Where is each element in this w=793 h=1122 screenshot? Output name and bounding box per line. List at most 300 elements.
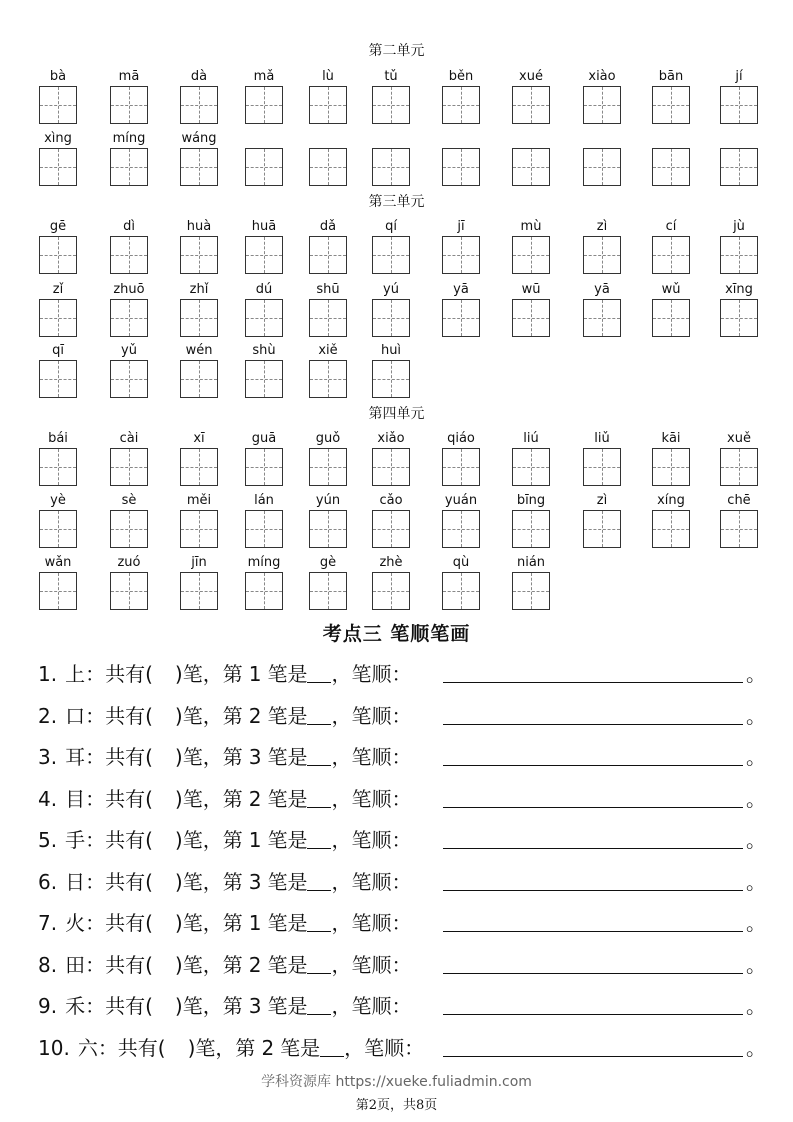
stroke-name-blank[interactable]	[307, 955, 331, 974]
writing-cell	[309, 68, 347, 124]
stroke-order-answer-line[interactable]	[443, 704, 743, 725]
tianzige-box[interactable]	[245, 236, 283, 274]
writing-cell	[309, 554, 347, 610]
writing-cell	[309, 130, 347, 186]
pinyin-label: shù	[252, 343, 276, 358]
question-number: 6.	[38, 869, 58, 894]
tianzige-box[interactable]	[39, 299, 77, 337]
tianzige-box[interactable]	[652, 236, 690, 274]
writing-cell	[442, 554, 480, 610]
tianzige-box[interactable]	[309, 148, 347, 186]
tianzige-box[interactable]	[652, 510, 690, 548]
question-mid: )笔，第	[187, 1035, 256, 1060]
question-prefix: ：共有(	[85, 786, 153, 811]
stroke-name-blank[interactable]	[307, 747, 331, 766]
stroke-order-answer-line[interactable]	[443, 828, 743, 849]
tianzige-box[interactable]	[512, 448, 550, 486]
question-character: 六	[77, 1035, 98, 1060]
unit-title: 第二单元	[368, 43, 425, 59]
tianzige-box[interactable]	[583, 86, 621, 124]
writing-cell	[583, 492, 621, 548]
question-end: 。	[746, 662, 766, 686]
tianzige-box[interactable]	[372, 299, 410, 337]
stroke-order-answer-line[interactable]	[443, 994, 743, 1015]
tianzige-box[interactable]	[583, 299, 621, 337]
pinyin-label: lán	[254, 493, 274, 508]
pinyin-label: qiáo	[447, 431, 475, 446]
pinyin-label: cǎo	[379, 493, 403, 508]
pinyin-label: huā	[251, 219, 277, 234]
question-tail: ，笔顺：	[331, 662, 412, 686]
stroke-order-answer-line[interactable]	[443, 787, 743, 808]
pinyin-label: mǎ	[253, 69, 275, 84]
pinyin-label	[652, 130, 690, 148]
writing-cell	[720, 218, 758, 274]
question-end: 。	[746, 1035, 766, 1060]
tianzige-box[interactable]	[110, 448, 148, 486]
stroke-question	[38, 868, 766, 896]
tianzige-box[interactable]	[309, 360, 347, 398]
section-title: 考点三 笔顺笔画	[322, 623, 471, 645]
writing-cell	[652, 492, 690, 548]
pinyin-label: zhè	[379, 555, 403, 570]
stroke-question	[38, 702, 766, 730]
pinyin-label: qù	[452, 555, 470, 570]
pinyin-label	[309, 130, 347, 148]
writing-cell	[720, 430, 758, 486]
tianzige-box[interactable]	[245, 510, 283, 548]
tianzige-box[interactable]	[512, 299, 550, 337]
stroke-name-blank[interactable]	[307, 789, 331, 808]
pinyin-label: xiǎo	[377, 431, 405, 446]
question-character: 禾	[65, 994, 86, 1018]
writing-cell	[39, 130, 77, 186]
question-prefix: ：共有(	[85, 703, 153, 728]
tianzige-box[interactable]	[180, 448, 218, 486]
tianzige-box[interactable]	[110, 510, 148, 548]
pinyin-label: bái	[48, 431, 68, 446]
tianzige-box[interactable]	[180, 148, 218, 186]
pinyin-label: wǔ	[661, 282, 681, 297]
pinyin-label: zì	[596, 493, 608, 508]
tianzige-box[interactable]	[583, 148, 621, 186]
pinyin-label	[720, 130, 758, 148]
stroke-question	[38, 660, 766, 688]
question-post: 笔是	[267, 828, 308, 852]
question-character: 田	[65, 952, 86, 977]
tianzige-box[interactable]	[245, 86, 283, 124]
stroke-order-answer-line[interactable]	[443, 911, 743, 932]
tianzige-box[interactable]	[512, 236, 550, 274]
pinyin-label: yuán	[444, 493, 478, 508]
pinyin-label: yún	[315, 493, 341, 508]
tianzige-box[interactable]	[39, 572, 77, 610]
tianzige-box[interactable]	[39, 236, 77, 274]
pinyin-label: zǐ	[52, 282, 64, 297]
tianzige-box[interactable]	[372, 148, 410, 186]
question-tail: ，笔顺：	[331, 952, 412, 977]
pinyin-label: wáng	[181, 131, 217, 146]
question-mid: )笔，第	[174, 869, 243, 894]
stroke-index: 3	[248, 745, 262, 769]
pinyin-label: mā	[118, 69, 140, 84]
tianzige-box[interactable]	[512, 572, 550, 610]
writing-cell	[720, 281, 758, 337]
question-tail: ，笔顺：	[331, 911, 412, 935]
tianzige-box[interactable]	[442, 572, 480, 610]
stroke-index: 2	[248, 952, 262, 977]
stroke-order-answer-line[interactable]	[443, 870, 743, 891]
tianzige-box[interactable]	[245, 148, 283, 186]
tianzige-box[interactable]	[442, 299, 480, 337]
writing-cell	[442, 430, 480, 486]
writing-cell	[442, 130, 480, 186]
pinyin-label: chē	[727, 493, 751, 508]
tianzige-box[interactable]	[720, 299, 758, 337]
writing-cell	[583, 130, 621, 186]
pinyin-label: dú	[255, 282, 273, 297]
question-mid: )笔，第	[174, 662, 243, 686]
stroke-question	[38, 992, 766, 1020]
stroke-question	[38, 785, 766, 813]
question-end: 。	[746, 703, 766, 728]
stroke-index: 3	[248, 994, 262, 1018]
tianzige-box[interactable]	[180, 360, 218, 398]
tianzige-box[interactable]	[442, 448, 480, 486]
pinyin-label: jù	[733, 219, 745, 234]
tianzige-box[interactable]	[180, 572, 218, 610]
writing-cell	[372, 492, 410, 548]
unit-title: 第四单元	[368, 406, 425, 422]
writing-cell	[39, 430, 77, 486]
question-number: 7.	[38, 911, 58, 935]
pinyin-label: zì	[596, 219, 608, 234]
writing-cell	[180, 281, 218, 337]
pinyin-label: měi	[186, 493, 212, 508]
writing-cell	[512, 430, 550, 486]
question-prefix: ：共有(	[85, 952, 153, 977]
writing-cell	[372, 342, 410, 398]
question-post: 笔是	[267, 786, 308, 811]
question-end: 。	[746, 869, 766, 894]
writing-cell	[110, 430, 148, 486]
question-post: 笔是	[267, 869, 308, 894]
tianzige-box[interactable]	[720, 510, 758, 548]
tianzige-box[interactable]	[442, 236, 480, 274]
stroke-index: 3	[248, 869, 262, 894]
pinyin-label: zhuō	[113, 282, 145, 297]
question-post: 笔是	[267, 662, 308, 686]
question-mid: )笔，第	[174, 703, 243, 728]
tianzige-box[interactable]	[512, 86, 550, 124]
tianzige-box[interactable]	[309, 510, 347, 548]
question-number: 1.	[38, 662, 58, 686]
pinyin-label: bān	[658, 69, 684, 84]
pinyin-label: huà	[186, 219, 212, 234]
tianzige-box[interactable]	[245, 360, 283, 398]
pinyin-label: míng	[247, 555, 281, 570]
tianzige-box[interactable]	[583, 448, 621, 486]
stroke-name-blank[interactable]	[307, 706, 331, 725]
tianzige-box[interactable]	[583, 510, 621, 548]
stroke-question	[38, 743, 766, 771]
tianzige-box[interactable]	[652, 86, 690, 124]
pinyin-label: kāi	[661, 431, 681, 446]
writing-cell	[245, 342, 283, 398]
stroke-question	[38, 951, 766, 979]
stroke-index: 2	[248, 703, 262, 728]
pinyin-label: xìng	[44, 131, 72, 146]
writing-cell	[442, 218, 480, 274]
writing-cell	[110, 342, 148, 398]
question-post: 笔是	[267, 703, 308, 728]
writing-cell	[245, 281, 283, 337]
writing-cell	[652, 430, 690, 486]
stroke-index: 2	[261, 1035, 275, 1060]
stroke-name-blank[interactable]	[307, 664, 331, 683]
writing-cell	[720, 68, 758, 124]
pinyin-label: jī	[457, 219, 465, 234]
tianzige-box[interactable]	[720, 86, 758, 124]
pinyin-label: guǒ	[315, 431, 341, 446]
writing-cell	[110, 218, 148, 274]
tianzige-box[interactable]	[512, 148, 550, 186]
tianzige-box[interactable]	[652, 148, 690, 186]
stroke-name-blank[interactable]	[307, 830, 331, 849]
stroke-question	[38, 909, 766, 937]
stroke-index: 1	[248, 662, 262, 686]
stroke-order-answer-line[interactable]	[443, 1036, 743, 1057]
question-tail: ，笔顺：	[344, 1035, 425, 1060]
stroke-name-blank[interactable]	[307, 913, 331, 932]
writing-cell	[442, 492, 480, 548]
tianzige-box[interactable]	[309, 448, 347, 486]
pinyin-label: huì	[380, 343, 402, 358]
writing-cell	[180, 130, 218, 186]
tianzige-box[interactable]	[39, 148, 77, 186]
writing-cell	[180, 68, 218, 124]
pinyin-label: mù	[520, 219, 542, 234]
tianzige-box[interactable]	[39, 86, 77, 124]
writing-cell	[110, 281, 148, 337]
question-number: 9.	[38, 994, 58, 1018]
stroke-name-blank[interactable]	[307, 872, 331, 891]
question-character: 目	[65, 786, 86, 811]
question-end: 。	[746, 911, 766, 935]
question-number: 8.	[38, 952, 58, 977]
question-character: 耳	[65, 745, 86, 769]
question-post: 笔是	[267, 745, 308, 769]
writing-cell	[180, 492, 218, 548]
pinyin-label: liǔ	[594, 431, 610, 446]
question-end: 。	[746, 952, 766, 977]
question-tail: ，笔顺：	[331, 703, 412, 728]
tianzige-box[interactable]	[309, 572, 347, 610]
writing-cell	[309, 430, 347, 486]
tianzige-box[interactable]	[512, 510, 550, 548]
writing-cell	[652, 68, 690, 124]
question-prefix: ：共有(	[85, 828, 153, 852]
tianzige-box[interactable]	[110, 299, 148, 337]
writing-cell	[39, 492, 77, 548]
pinyin-label: xiě	[318, 343, 338, 358]
pinyin-label: dǎ	[319, 219, 337, 234]
tianzige-box[interactable]	[442, 86, 480, 124]
pinyin-label: bà	[49, 69, 67, 84]
pinyin-label: míng	[112, 131, 146, 146]
question-number: 2.	[38, 703, 58, 728]
tianzige-box[interactable]	[39, 510, 77, 548]
tianzige-box[interactable]	[180, 86, 218, 124]
question-end: 。	[746, 786, 766, 811]
pinyin-label: zuó	[117, 555, 141, 570]
stroke-index: 1	[248, 911, 262, 935]
tianzige-box[interactable]	[720, 448, 758, 486]
tianzige-box[interactable]	[39, 360, 77, 398]
question-prefix: ：共有(	[85, 994, 153, 1018]
pinyin-label: xī	[193, 431, 205, 446]
pinyin-label: xīng	[725, 282, 753, 297]
tianzige-box[interactable]	[245, 299, 283, 337]
pinyin-label: zhǐ	[189, 282, 209, 297]
question-mid: )笔，第	[174, 952, 243, 977]
pinyin-label: xiào	[588, 69, 616, 84]
tianzige-box[interactable]	[110, 236, 148, 274]
pinyin-label: xuě	[727, 431, 751, 446]
stroke-order-answer-line[interactable]	[443, 745, 743, 766]
tianzige-box[interactable]	[245, 572, 283, 610]
writing-cell	[39, 281, 77, 337]
pinyin-label: wǎn	[44, 555, 72, 570]
pinyin-label: yè	[50, 493, 66, 508]
writing-cell	[442, 68, 480, 124]
writing-cell	[245, 554, 283, 610]
pinyin-label	[372, 130, 410, 148]
tianzige-box[interactable]	[245, 448, 283, 486]
tianzige-box[interactable]	[372, 236, 410, 274]
question-tail: ，笔顺：	[331, 786, 412, 811]
pinyin-label: gè	[319, 555, 337, 570]
tianzige-box[interactable]	[180, 299, 218, 337]
writing-cell	[245, 130, 283, 186]
writing-cell	[309, 218, 347, 274]
tianzige-box[interactable]	[372, 86, 410, 124]
stroke-name-blank[interactable]	[320, 1038, 344, 1057]
pinyin-label: bīng	[516, 493, 546, 508]
pinyin-label	[583, 130, 621, 148]
question-prefix: ：共有(	[85, 869, 153, 894]
pinyin-label: qí	[385, 219, 397, 234]
tianzige-box[interactable]	[583, 236, 621, 274]
question-character: 口	[65, 703, 86, 728]
writing-cell	[309, 492, 347, 548]
writing-cell	[39, 342, 77, 398]
tianzige-box[interactable]	[720, 148, 758, 186]
tianzige-box[interactable]	[652, 448, 690, 486]
pinyin-label	[442, 130, 480, 148]
pinyin-label: shū	[316, 282, 340, 297]
tianzige-box[interactable]	[180, 510, 218, 548]
pinyin-label: cí	[665, 219, 677, 234]
tianzige-box[interactable]	[372, 510, 410, 548]
writing-cell	[442, 281, 480, 337]
question-number: 5.	[38, 828, 58, 852]
writing-cell	[245, 68, 283, 124]
tianzige-box[interactable]	[110, 360, 148, 398]
question-prefix: ：共有(	[85, 662, 153, 686]
tianzige-box[interactable]	[180, 236, 218, 274]
writing-cell	[372, 218, 410, 274]
pinyin-label: jí	[735, 69, 743, 84]
question-end: 。	[746, 828, 766, 852]
pinyin-label: yā	[453, 282, 469, 297]
writing-cell	[512, 281, 550, 337]
writing-cell	[110, 554, 148, 610]
pinyin-label: xué	[519, 69, 543, 84]
question-post: 笔是	[267, 952, 308, 977]
writing-cell	[372, 281, 410, 337]
question-post: 笔是	[280, 1035, 321, 1060]
tianzige-box[interactable]	[110, 148, 148, 186]
stroke-order-answer-line[interactable]	[443, 662, 743, 683]
question-prefix: ：共有(	[97, 1035, 166, 1060]
tianzige-box[interactable]	[720, 236, 758, 274]
stroke-name-blank[interactable]	[307, 996, 331, 1015]
writing-cell	[245, 492, 283, 548]
writing-cell	[512, 218, 550, 274]
pinyin-label	[512, 130, 550, 148]
tianzige-box[interactable]	[372, 360, 410, 398]
question-mid: )笔，第	[174, 786, 243, 811]
question-tail: ，笔顺：	[331, 869, 412, 894]
question-character: 火	[65, 911, 86, 935]
writing-cell	[39, 554, 77, 610]
tianzige-box[interactable]	[110, 86, 148, 124]
pinyin-label: běn	[448, 69, 474, 84]
tianzige-box[interactable]	[309, 299, 347, 337]
writing-cell	[720, 130, 758, 186]
question-end: 。	[746, 745, 766, 769]
footer-page-number: 第2页，共8页	[355, 1098, 438, 1113]
tianzige-box[interactable]	[372, 572, 410, 610]
question-tail: ，笔顺：	[331, 828, 412, 852]
tianzige-box[interactable]	[442, 510, 480, 548]
writing-cell	[583, 430, 621, 486]
tianzige-box[interactable]	[110, 572, 148, 610]
question-post: 笔是	[267, 911, 308, 935]
tianzige-box[interactable]	[372, 448, 410, 486]
footer-source: 学科资源库 https://xueke.fuliadmin.com	[261, 1074, 532, 1090]
tianzige-box[interactable]	[39, 448, 77, 486]
pinyin-label: dì	[123, 219, 135, 234]
tianzige-box[interactable]	[652, 299, 690, 337]
tianzige-box[interactable]	[309, 236, 347, 274]
writing-cell	[180, 554, 218, 610]
pinyin-label: nián	[516, 555, 546, 570]
writing-cell	[652, 281, 690, 337]
writing-cell	[512, 68, 550, 124]
question-end: 。	[746, 994, 766, 1018]
writing-cell	[372, 68, 410, 124]
pinyin-label: guā	[251, 431, 277, 446]
stroke-order-answer-line[interactable]	[443, 953, 743, 974]
tianzige-box[interactable]	[442, 148, 480, 186]
writing-cell	[309, 281, 347, 337]
tianzige-box[interactable]	[309, 86, 347, 124]
writing-cell	[110, 130, 148, 186]
question-mid: )笔，第	[174, 911, 243, 935]
pinyin-label: liú	[523, 431, 539, 446]
